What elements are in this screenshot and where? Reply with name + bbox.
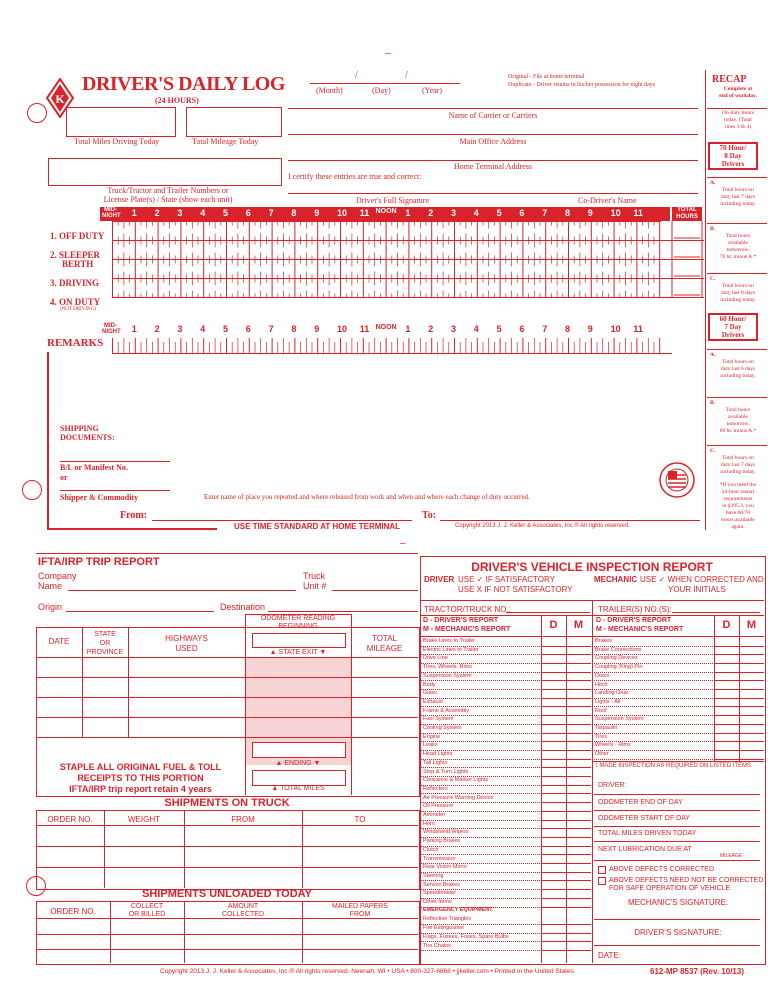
total-driven-label: TOTAL MILES DRIVEN TODAY bbox=[598, 830, 697, 837]
usa-seal-icon bbox=[658, 461, 696, 499]
recap-70-hour-box: 70 Hour/ 8 Day Drivers bbox=[708, 142, 758, 170]
carrier-label: Name of Carrier or Carriers bbox=[448, 111, 538, 120]
hour-label: 5 bbox=[223, 208, 229, 218]
to-label: To: bbox=[422, 510, 437, 521]
row-label-driving: 3. DRIVING bbox=[50, 278, 100, 288]
your-initials: YOUR INITIALS bbox=[668, 585, 726, 594]
company-name-label: Company Name bbox=[38, 571, 77, 591]
inspection-item: Frame & Assembly bbox=[423, 707, 470, 714]
inspection-item: Landing Gear bbox=[595, 690, 629, 697]
inspection-item: Speedometer bbox=[423, 890, 457, 897]
m-report-left: M - MECHANIC'S REPORT bbox=[423, 626, 511, 633]
date-month-label: (Month) bbox=[316, 86, 343, 95]
d-header-right: D bbox=[722, 619, 731, 631]
recap-70-a: A. Total hours on duty last 7 days including today. bbox=[710, 180, 756, 207]
use-corrected: USE ✓ WHEN CORRECTED AND bbox=[640, 575, 764, 584]
form-title: DRIVER'S DAILY LOG bbox=[82, 73, 285, 95]
d-report-right: D - DRIVER'S REPORT bbox=[596, 617, 672, 624]
next-lube-label: NEXT LUBRICATION DUE AT bbox=[598, 846, 692, 853]
inspection-item: Transmission bbox=[423, 855, 456, 862]
hour-label: 11 bbox=[359, 324, 370, 334]
form-number: 612-MP 8537 (Rev. 10/13) bbox=[650, 967, 744, 976]
total-miles-driving-box[interactable] bbox=[66, 107, 176, 137]
use-time-label: USE TIME STANDARD AT HOME TERMINAL bbox=[234, 522, 401, 531]
inspection-item: Fuel System bbox=[423, 716, 454, 723]
inspection-item: Lights - All bbox=[595, 698, 621, 705]
recap-70-b: B. Total hours available tomorrow. 70 hr. minus A.* bbox=[710, 226, 757, 260]
col-weight: WEIGHT bbox=[128, 815, 160, 824]
codriver-name-label: Co-Driver's Name bbox=[578, 196, 637, 205]
col-to: TO bbox=[354, 815, 366, 824]
hour-label: 1 bbox=[131, 208, 137, 218]
remarks-label: REMARKS bbox=[47, 337, 104, 349]
row-label-off-duty: 1. OFF DUTY bbox=[50, 231, 105, 241]
hour-label: 2 bbox=[428, 208, 434, 218]
inspection-item: Clutch bbox=[423, 846, 439, 853]
hour-label: 4 bbox=[473, 324, 479, 334]
col-state: STATE OR PROVINCE bbox=[86, 631, 124, 656]
truck-numbers-box[interactable] bbox=[48, 158, 282, 186]
recap-60-a: A. Total hours on duty last 6 days including today. bbox=[710, 352, 756, 379]
hour-label: 10 bbox=[337, 324, 348, 334]
date-day-label: (Day) bbox=[372, 86, 391, 95]
driver-signature-label: DRIVER'S SIGNATURE: bbox=[634, 928, 722, 937]
d-report-left: D - DRIVER'S REPORT bbox=[423, 617, 499, 624]
m-header-right: M bbox=[746, 619, 757, 631]
inspection-item: Reflectors bbox=[423, 785, 448, 792]
row-label-berth: BERTH bbox=[62, 259, 94, 269]
date-year-label: (Year) bbox=[422, 86, 443, 95]
hour-label: 5 bbox=[496, 208, 502, 218]
col-state-exit: ▲ STATE EXIT ▼ bbox=[269, 649, 327, 656]
hour-label: 1 bbox=[405, 324, 411, 334]
hour-label: 7 bbox=[542, 208, 548, 218]
inspection-item: Tarpaulin bbox=[595, 725, 618, 731]
recap-onduty: On-duty hours today. (Total lines 3 & 4) bbox=[722, 110, 754, 130]
hour-label: 7 bbox=[542, 324, 548, 334]
hour-label: 11 bbox=[633, 324, 643, 334]
hour-label: 8 bbox=[565, 324, 571, 334]
hour-bar-top: MID- NIGHT 1 2 3 4 5 6 7 8 9 10 11 NOON 1 2 3 4 5 6 7 8 9 10 11 bbox=[100, 207, 670, 221]
col-collect: COLLECT OR BILLED bbox=[128, 903, 166, 918]
inspection-item: Wheels - Rims bbox=[595, 742, 631, 749]
hour-label: 2 bbox=[154, 324, 160, 334]
truck-label-1: Truck/Tractor and Trailer Numbers or bbox=[107, 186, 229, 195]
inspection-item: Steering bbox=[423, 872, 444, 879]
inspection-checkbox[interactable] bbox=[541, 898, 591, 908]
hour-label: 9 bbox=[314, 208, 320, 218]
dvir-title: DRIVER'S VEHICLE INSPECTION REPORT bbox=[471, 560, 713, 574]
origin-label: Origin bbox=[38, 602, 63, 612]
inspection-checkbox[interactable] bbox=[541, 942, 591, 952]
col-order-no: ORDER NO. bbox=[47, 815, 93, 824]
dvir-mechanic-label: MECHANIC bbox=[594, 575, 638, 584]
recap-sub: Complete at end of workday. bbox=[719, 86, 757, 99]
inspection-checkbox[interactable] bbox=[714, 750, 764, 760]
col-odometer: ODOMETER READING BEGINNING bbox=[260, 615, 336, 630]
inspection-item: Tire Chains bbox=[423, 942, 451, 949]
inspection-item: Glass bbox=[423, 690, 438, 697]
total-miles-label: ▲ TOTAL MILES bbox=[271, 785, 325, 792]
defects-corrected-checkbox[interactable] bbox=[598, 866, 606, 874]
total-miles-driving-label: Total Miles Driving Today bbox=[74, 137, 160, 146]
hour-label: 10 bbox=[337, 208, 348, 218]
shipping-docs-label-1: SHIPPING bbox=[60, 424, 99, 433]
inspection-item: Service Brakes bbox=[423, 881, 460, 888]
recap-60-hour-box: 60 Hour/ 7 Day Drivers bbox=[708, 313, 758, 341]
hour-label: 10 bbox=[610, 324, 621, 334]
inspection-item: Parking Brakes bbox=[423, 838, 461, 845]
home-terminal-label: Home Terminal Address bbox=[454, 162, 532, 171]
col-total-mileage: TOTAL MILEAGE bbox=[366, 634, 403, 653]
hour-bar-bottom: MID- NIGHT 1 2 3 4 5 6 7 8 9 10 11 NOON 1 2 3 4 5 6 7 8 9 10 11 bbox=[102, 323, 643, 335]
hour-label: 5 bbox=[223, 324, 229, 334]
total-mileage-box[interactable] bbox=[186, 107, 282, 137]
inspection-item: Brake Connections bbox=[595, 646, 642, 653]
use-satisfactory: USE ✓ IF SATISFACTORY bbox=[458, 575, 555, 584]
inspection-item: Windshield Wipers bbox=[423, 829, 469, 836]
mileage-label: MILEAGE bbox=[720, 853, 743, 859]
odo-start-label: ODOMETER START OF DAY bbox=[598, 815, 691, 822]
inspection-item: Rear Vision Mirror bbox=[423, 864, 468, 871]
truck-label-2: License Plate(s) / State (show each unit) bbox=[103, 195, 233, 204]
dvir-date-label: DATE: bbox=[598, 951, 621, 960]
inspection-item: Electric Lines to Trailer bbox=[423, 646, 479, 653]
from-label: From: bbox=[120, 510, 148, 521]
inspection-item: Cooling System bbox=[423, 725, 462, 731]
duty-status-grid[interactable] bbox=[112, 221, 704, 317]
duplicate-note: Duplicate - Driver retains in his/her possession for eight days bbox=[508, 82, 656, 88]
recap-70-c: C. Total hours on duty last 8 days including today. bbox=[710, 276, 756, 303]
hour-label: 1 bbox=[405, 208, 411, 218]
inspection-item: Engine bbox=[423, 733, 441, 740]
ifta-title: IFTA/IRP TRIP REPORT bbox=[38, 556, 160, 568]
footer-copyright: Copyright 2013 J. J. Keller & Associates, Inc.® All rights reserved. Neenah, WI • USA • 800-327-6868 • jjkeller.com • Printed in the United States bbox=[160, 968, 574, 975]
defects-not-needed-checkbox[interactable] bbox=[598, 877, 606, 885]
inspection-item: Stop & Turn Lights bbox=[423, 768, 469, 775]
hour-label: 5 bbox=[496, 324, 502, 334]
recap-60-c: C. Total hours on duty last 7 days including today. bbox=[710, 448, 756, 475]
d-header-left: D bbox=[549, 619, 558, 631]
inspection-item: Coupling Devices bbox=[595, 655, 638, 662]
odometer-ending-box[interactable] bbox=[252, 742, 346, 758]
hour-label: 10 bbox=[610, 208, 621, 218]
inspection-item: Fire Extinguisher bbox=[423, 925, 465, 932]
row-label-on-duty: 4. ON DUTY bbox=[50, 297, 101, 307]
defects-not-needed-label: ABOVE DEFECTS NEED NOT BE CORRECTED FOR SAFE OPERATION OF VEHICLE bbox=[609, 877, 764, 892]
hour-label: 11 bbox=[359, 208, 370, 218]
trailer-no-label: TRAILER(S) NO.(S): bbox=[598, 605, 672, 614]
form-subtitle: (24 HOURS) bbox=[155, 96, 199, 105]
emergency-equipment-label: EMERGENCY EQUIPMENT bbox=[423, 906, 493, 913]
inspection-item: Drive Line bbox=[423, 655, 448, 662]
hour-label: 7 bbox=[268, 324, 274, 334]
col-mailed: MAILED PAPERS FROM bbox=[332, 903, 388, 918]
col-unloaded-order: ORDER NO. bbox=[50, 907, 96, 916]
ending-label: ▲ ENDING ▼ bbox=[275, 760, 321, 767]
made-inspection-label: I MADE INSPECTION AS REQUIRED ON LISTED ITEMS bbox=[596, 763, 752, 769]
hour-label: 3 bbox=[177, 208, 183, 218]
recap-60-b: B. Total hours available tomorrow. 60 hr. minus A.* bbox=[710, 400, 757, 434]
inspection-item: Tires, Wheels, Rims bbox=[423, 664, 472, 671]
hour-label: 9 bbox=[587, 324, 593, 334]
hour-label: 6 bbox=[245, 324, 251, 334]
total-miles-box[interactable] bbox=[252, 770, 346, 786]
certify-label: I certify these entries are true and correct: bbox=[288, 172, 422, 181]
hour-label: 9 bbox=[314, 324, 320, 334]
enter-place-note: Enter name of place you reported and where released from work and when and where each change of duty occurred. bbox=[204, 493, 530, 501]
hour-label: 8 bbox=[565, 208, 571, 218]
inspection-item: Tires bbox=[595, 733, 608, 740]
inspection-item: Brakes bbox=[595, 638, 613, 644]
inspection-item: Other bbox=[595, 751, 609, 758]
inspection-item: Roof bbox=[595, 707, 607, 714]
col-highways: HIGHWAYS USED bbox=[165, 634, 208, 653]
odometer-beginning-box[interactable] bbox=[252, 633, 346, 648]
inspection-item: Tail Lights bbox=[423, 759, 448, 766]
driver-signature-label: Driver's Full Signature bbox=[356, 196, 429, 205]
shipper-commodity-label: Shipper & Commodity bbox=[60, 493, 139, 502]
inspection-item: Horn bbox=[423, 820, 435, 827]
inspection-item: Leaks bbox=[423, 742, 438, 749]
mechanic-signature-label: MECHANIC'S SIGNATURE: bbox=[627, 898, 729, 907]
top-copyright: Copyright 2013 J. J. Keller & Associates, Inc.® All rights reserved. bbox=[455, 523, 630, 529]
bl-manifest-label: B/L or Manifest No. bbox=[60, 463, 128, 472]
bl-or-label: or bbox=[60, 473, 68, 482]
inspection-item: Oil Pressure bbox=[423, 803, 454, 810]
destination-label: Destination bbox=[220, 602, 266, 612]
shipments-on-truck-title: SHIPMENTS ON TRUCK bbox=[164, 797, 290, 809]
odo-end-label: ODOMETER END OF DAY bbox=[598, 799, 683, 806]
inspection-item: Air Pressure Warning Device bbox=[423, 794, 494, 801]
hour-label: 7 bbox=[268, 208, 274, 218]
recap-restart-note: *If you meet the 34-hour restart requirements in §395.3, you have 60/70 hours available again. bbox=[719, 482, 757, 530]
defects-corrected-label: ABOVE DEFECTS CORRECTED bbox=[609, 866, 715, 873]
total-mileage-label: Total Mileage Today bbox=[192, 137, 259, 146]
truck-unit-label: Truck Unit # bbox=[303, 571, 327, 591]
original-note: Original - File at home terminal bbox=[508, 74, 585, 80]
hour-label: 8 bbox=[291, 208, 297, 218]
hour-label: 8 bbox=[291, 324, 297, 334]
row-label-not-driving: (NOT DRIVING) bbox=[60, 307, 96, 312]
inspection-item: Body bbox=[423, 681, 436, 688]
hour-label: 3 bbox=[451, 208, 457, 218]
tractor-no-label: TRACTOR/TRUCK NO.: bbox=[424, 605, 511, 614]
inspection-item: Clearance & Marker Lights bbox=[423, 777, 489, 784]
dvir-driver-field-label: DRIVER: bbox=[598, 782, 627, 789]
use-not-satisfactory: USE X IF NOT SATISFACTORY bbox=[458, 585, 573, 594]
svg-text:K: K bbox=[55, 92, 65, 106]
hour-label: 11 bbox=[633, 208, 643, 218]
col-from: FROM bbox=[231, 815, 255, 824]
m-report-right: M - MECHANIC'S REPORT bbox=[596, 626, 684, 633]
col-date: DATE bbox=[48, 637, 70, 646]
row-label-sleeper: 2. SLEEPER bbox=[50, 250, 101, 260]
m-header-left: M bbox=[573, 619, 584, 631]
inspection-item: Ammeter bbox=[423, 812, 446, 818]
hour-label: 4 bbox=[200, 324, 206, 334]
hour-label: 4 bbox=[473, 208, 479, 218]
hour-label-noon: NOON bbox=[375, 208, 397, 215]
hour-label: 3 bbox=[451, 324, 457, 334]
inspection-item: Head Lights bbox=[423, 751, 453, 758]
main-office-label: Main Office Address bbox=[459, 137, 527, 146]
punch-hole bbox=[22, 480, 42, 500]
shipments-unloaded-title: SHIPMENTS UNLOADED TODAY bbox=[142, 888, 312, 900]
punch-hole bbox=[27, 103, 47, 123]
recap-title: RECAP bbox=[712, 74, 747, 85]
inspection-item: Reflective Triangles bbox=[423, 916, 471, 923]
hour-label: 2 bbox=[154, 208, 160, 218]
staple-note: STAPLE ALL ORIGINAL FUEL & TOLL RECEIPTS TO THIS PORTION IFTA/IRP trip report retain 4 years bbox=[59, 762, 222, 794]
inspection-item: Suspension System bbox=[595, 716, 644, 723]
hour-label: 9 bbox=[587, 208, 593, 218]
inspection-item: Brake Lines to Trailer bbox=[423, 638, 475, 644]
hour-label: 6 bbox=[519, 324, 525, 334]
inspection-item: Exhaust bbox=[423, 698, 443, 705]
inspection-item: Doors bbox=[595, 672, 610, 679]
hour-label: 3 bbox=[177, 324, 183, 334]
total-hours-header: TOTAL HOURS bbox=[672, 207, 702, 221]
shipping-docs-label-2: DOCUMENTS: bbox=[60, 433, 115, 442]
inspection-item: Flags, Fusees, Fuses, Spare Bulbs bbox=[423, 933, 509, 940]
inspection-item: Suspension System bbox=[423, 672, 472, 679]
hour-label-noon: NOON bbox=[375, 324, 397, 331]
inspection-item: Coupling (King) Pin bbox=[595, 664, 643, 671]
hour-label: 1 bbox=[131, 324, 137, 334]
hour-label: 6 bbox=[245, 208, 251, 218]
hour-label: 2 bbox=[428, 324, 434, 334]
col-amount: AMOUNT COLLECTED bbox=[221, 903, 264, 918]
dvir-driver-label: DRIVER bbox=[424, 575, 455, 584]
hour-label: 4 bbox=[200, 208, 206, 218]
inspection-item: Other Items bbox=[423, 899, 452, 905]
inspection-item: Hitch bbox=[595, 681, 608, 688]
hour-label: 6 bbox=[519, 208, 525, 218]
